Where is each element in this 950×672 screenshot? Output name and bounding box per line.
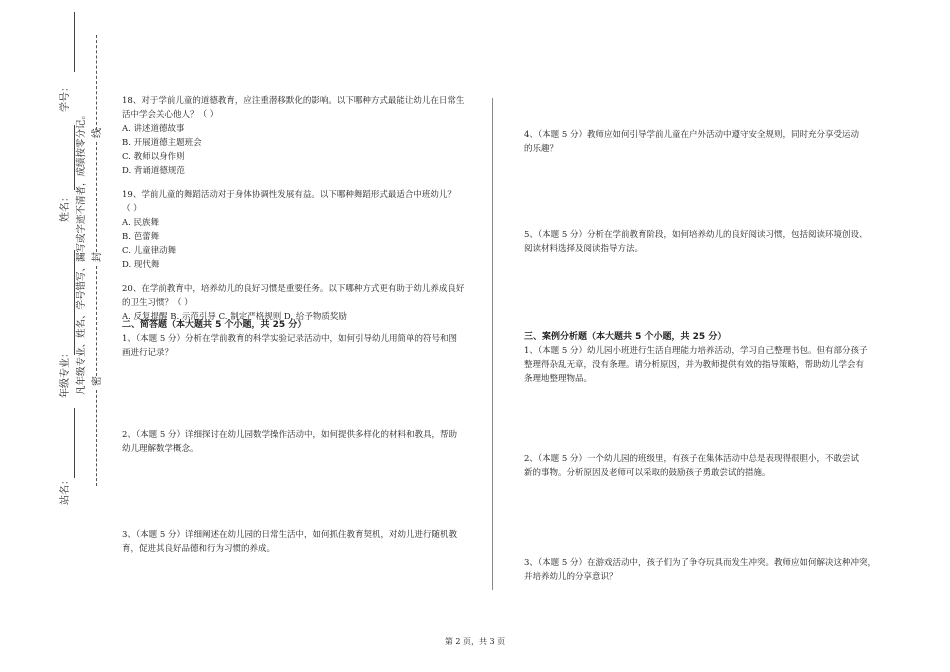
- binding-dashed-line: [96, 266, 97, 376]
- question-line: 5、（本题 5 分）分析在学前教育阶段，如何培养幼儿的良好阅读习惯，包括阅读环境创设、: [524, 230, 868, 240]
- option-a: A. 民族舞: [122, 218, 160, 228]
- left-column: [122, 94, 482, 324]
- question-line: 育，促进其良好品德和行为习惯的养成。: [122, 544, 276, 554]
- page-footer: 第 2 页，共 3 页: [444, 637, 506, 646]
- binding-dashed-line: [96, 35, 97, 130]
- seal-mark-feng: 封: [92, 252, 103, 262]
- student-id-line: [74, 12, 75, 72]
- question-stem: 19、学前儿童的舞蹈活动对于身体协调性发展有益。以下哪种舞蹈形式最适合中班幼儿？: [122, 190, 456, 200]
- option-d: D. 背诵道德规范: [122, 166, 185, 176]
- question-line: 的乐趣？: [524, 144, 559, 154]
- section-3-title: 三、案例分析题（本大题共 5 个小题，共 25 分）: [524, 332, 727, 342]
- question-stem: 18、对于学前儿童的道德教育，应注重潜移默化的影响。以下哪种方式最能让幼儿在日常生: [122, 96, 465, 106]
- option-b: B. 芭蕾舞: [122, 232, 160, 242]
- question-line: 3、（本题 5 分）在游戏活动中，孩子们为了争夺玩具而发生冲突。教师应如何解决这种冲突，: [524, 558, 876, 568]
- school-label: 站名：: [60, 475, 71, 505]
- seal-mark-xian: 线: [92, 128, 103, 138]
- question-line: 画进行记录？: [122, 348, 174, 358]
- question-line: 4、（本题 5 分）教师应如何引导学前儿童在户外活动中遵守安全规则，同时充分享受运动: [524, 130, 859, 140]
- binding-dashed-line: [96, 390, 97, 486]
- question-18: [122, 94, 482, 178]
- question-line: 3、（本题 5 分）详细阐述在幼儿园的日常生活中，如何抓住教育契机，对幼儿进行随机教: [122, 530, 457, 540]
- major-line: [74, 250, 75, 355]
- question-line: 幼儿理解数学概念。: [122, 444, 199, 454]
- option-b: B. 开展道德主题班会: [122, 138, 202, 148]
- question-stem: 的卫生习惯？（ ）: [122, 298, 193, 308]
- option-c: C. 儿童律动舞: [122, 246, 177, 256]
- case-analysis-q1: [524, 344, 894, 386]
- question-line: 并培养幼儿的分享意识？: [524, 572, 618, 582]
- option-a: A. 讲述道德故事: [122, 124, 185, 134]
- column-divider: [492, 98, 493, 590]
- section-2-title: 二、简答题（本大题共 5 个小题，共 25 分）: [122, 320, 307, 330]
- name-label: 姓名：: [60, 192, 71, 222]
- question-line: 阅读材料选择及阅读指导方法。: [524, 244, 644, 254]
- question-line: 2、（本题 5 分）一个幼儿园的班级里，有孩子在集体活动中总是表现得很胆小，不敢尝试: [524, 454, 859, 464]
- option-c: C. 教师以身作则: [122, 152, 185, 162]
- question-stem: （ ）: [122, 204, 142, 214]
- binding-dashed-line: [96, 142, 97, 252]
- option-d: D. 现代舞: [122, 260, 160, 270]
- question-line: 1、（本题 5 分）分析在学前教育的科学实验记录活动中，如何引导幼儿用简单的符号和图: [122, 334, 457, 344]
- warning-text: 凡年级专业、姓名、学号错写、漏写或字迹不清者，成绩按零分记。: [76, 109, 87, 395]
- name-line: [74, 125, 75, 190]
- question-stem: 活中学会关心他人？（ ）: [122, 110, 219, 120]
- question-19: [122, 188, 482, 272]
- short-answer-q1: [122, 332, 482, 360]
- seal-mark-mi: 密: [92, 376, 103, 386]
- question-line: 新的事物。分析原因及老师可以采取的鼓励孩子勇敢尝试的措施。: [524, 468, 771, 478]
- options-line: A. 反复提醒 B. 示范引导 C. 制定严格规则 D. 给予物质奖励: [122, 312, 347, 322]
- question-line: 条理地整理物品。: [524, 374, 593, 384]
- question-stem: 20、在学前教育中，培养幼儿的良好习惯是重要任务。以下哪种方式更有助于幼儿养成良好: [122, 284, 465, 294]
- binding-margin: [0, 0, 110, 672]
- short-answer-q2: [122, 428, 482, 456]
- short-answer-q5: [524, 228, 894, 256]
- question-line: 1、（本题 5 分）幼儿园小班进行生活自理能力培养活动，学习自己整理书包。但有部分孩子: [524, 346, 868, 356]
- student-id-label: 学号：: [60, 82, 71, 112]
- school-line: [74, 408, 75, 478]
- major-label: 年级专业：: [60, 348, 71, 398]
- short-answer-q3: [122, 528, 482, 556]
- question-line: 整理得杂乱无章，没有条理。请分析原因，并为教师提供有效的指导策略，帮助幼儿学会有: [524, 360, 865, 370]
- case-analysis-q3: [524, 556, 894, 584]
- case-analysis-q2: [524, 452, 894, 480]
- question-line: 2、（本题 5 分）详细探讨在幼儿园数学操作活动中，如何提供多样化的材料和教具，帮助: [122, 430, 457, 440]
- short-answer-q4: [524, 128, 894, 156]
